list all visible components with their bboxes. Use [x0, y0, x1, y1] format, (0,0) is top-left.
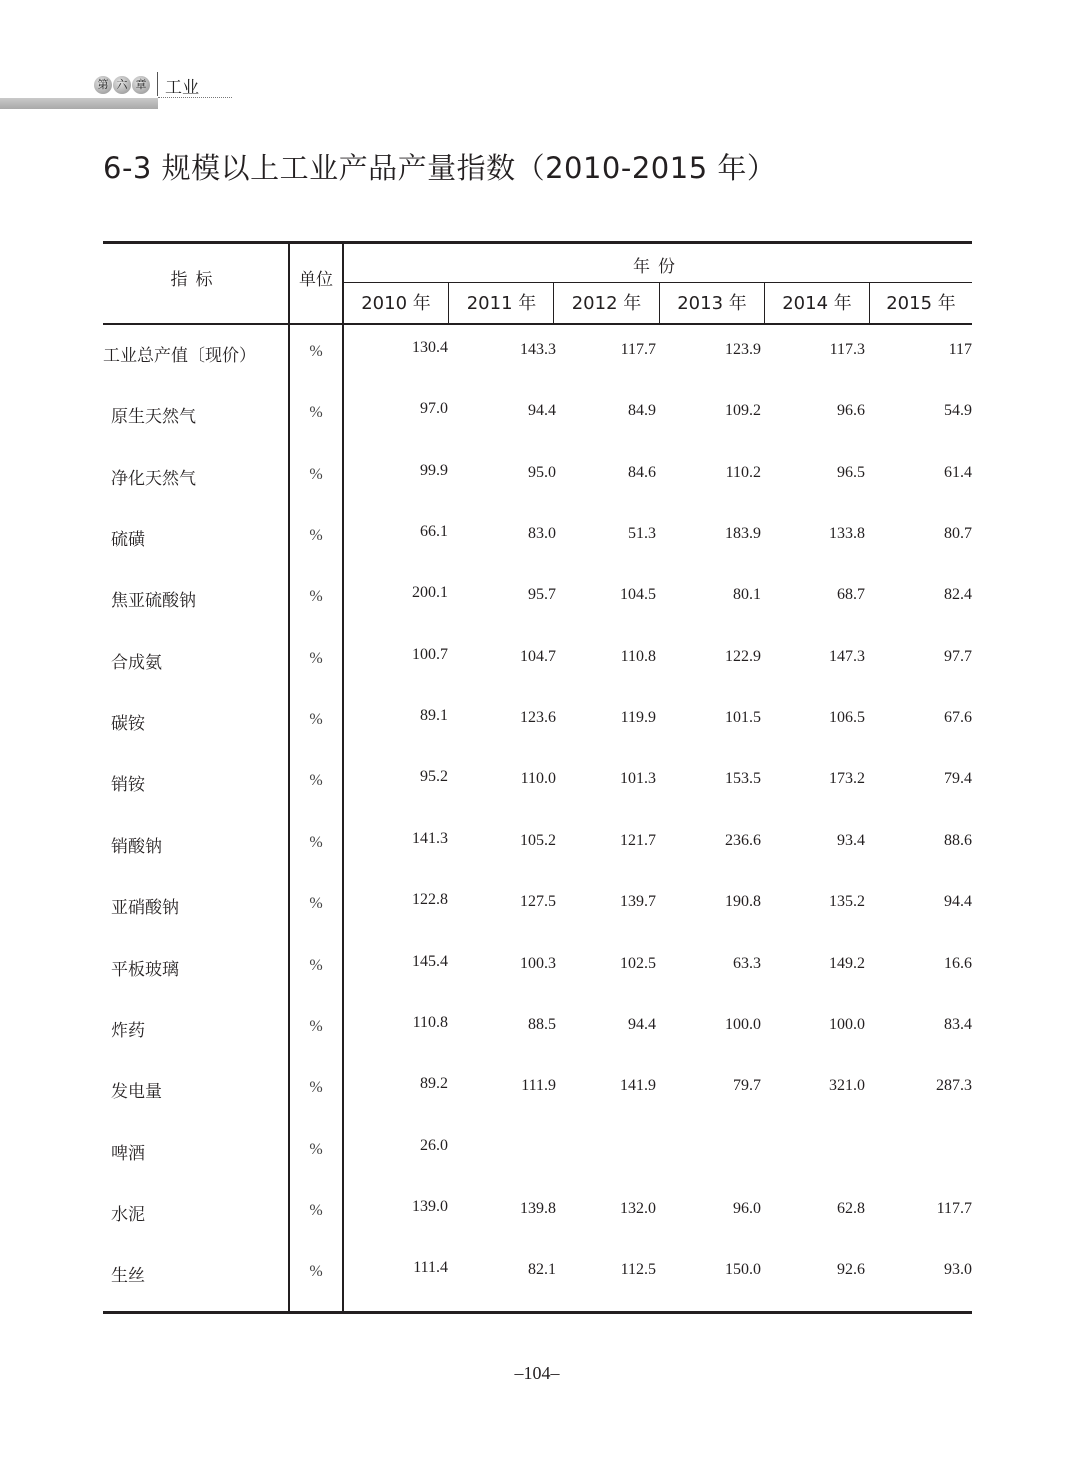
- cell-value: 80.7: [944, 525, 972, 542]
- row-indicator-name: 水泥: [111, 1205, 145, 1225]
- cell-value: 173.2: [829, 770, 865, 787]
- cell-value: 147.3: [829, 648, 865, 665]
- cell-value: 89.2: [420, 1075, 448, 1092]
- header-bottom-rule: [103, 323, 972, 325]
- header-year: 2011 年: [466, 293, 537, 314]
- row-unit: %: [309, 404, 323, 421]
- table-row: [103, 341, 972, 371]
- year-column-divider: [764, 283, 765, 323]
- row-indicator-name: 销铵: [111, 775, 145, 795]
- row-unit: %: [309, 834, 323, 851]
- year-group-rule: [343, 282, 972, 283]
- cell-value: 99.9: [420, 462, 448, 479]
- cell-value: 143.3: [520, 341, 556, 358]
- table-row: [103, 832, 972, 862]
- cell-value: 62.8: [837, 1200, 865, 1217]
- table-row: [103, 709, 972, 739]
- cell-value: 130.4: [412, 339, 448, 356]
- row-indicator-name: 炸药: [111, 1021, 145, 1041]
- page-title: 6-3 规模以上工业产品产量指数（2010-2015 年）: [103, 151, 777, 185]
- year-column-divider: [448, 283, 449, 323]
- cell-value: 122.8: [412, 891, 448, 908]
- table-bottom-rule: [103, 1311, 972, 1314]
- cell-value: 122.9: [725, 648, 761, 665]
- row-indicator-name: 发电量: [111, 1082, 162, 1102]
- cell-value: 88.6: [944, 832, 972, 849]
- row-unit: %: [309, 1263, 323, 1280]
- header-year: 2014 年: [782, 293, 852, 314]
- cell-value: 51.3: [628, 525, 656, 542]
- cell-value: 96.0: [733, 1200, 761, 1217]
- running-header: [0, 70, 240, 110]
- cell-value: 93.0: [944, 1261, 972, 1278]
- cell-value: 110.8: [620, 648, 656, 665]
- row-unit: %: [309, 650, 323, 667]
- row-indicator-name: 啤酒: [111, 1144, 145, 1164]
- header-unit: 单位: [299, 270, 333, 290]
- header-year: 2010 年: [361, 293, 431, 314]
- cell-value: 139.0: [412, 1198, 448, 1215]
- cell-value: 119.9: [620, 709, 656, 726]
- table-row: [103, 1139, 972, 1169]
- cell-value: 104.5: [620, 586, 656, 603]
- row-indicator-name: 合成氨: [111, 653, 162, 673]
- header-dotted-rule: [158, 97, 232, 98]
- row-indicator-name: 净化天然气: [111, 469, 196, 489]
- table-row: [103, 1200, 972, 1230]
- cell-value: 88.5: [528, 1016, 556, 1033]
- year-column-divider: [659, 283, 660, 323]
- cell-value: 135.2: [829, 893, 865, 910]
- cell-value: 236.6: [725, 832, 761, 849]
- cell-value: 145.4: [412, 953, 448, 970]
- table-row: [103, 525, 972, 555]
- table-row: [103, 1016, 972, 1046]
- cell-value: 97.7: [944, 648, 972, 665]
- table-row: [103, 648, 972, 678]
- cell-value: 26.0: [420, 1137, 448, 1154]
- cell-value: 95.2: [420, 768, 448, 785]
- row-indicator-name: 硫磺: [111, 530, 145, 550]
- cell-value: 106.5: [829, 709, 865, 726]
- row-unit: %: [309, 466, 323, 483]
- chapter-badge: [94, 76, 150, 94]
- table-row: [103, 1077, 972, 1107]
- cell-value: 96.6: [837, 402, 865, 419]
- cell-value: 66.1: [420, 523, 448, 540]
- cell-value: 139.8: [520, 1200, 556, 1217]
- row-unit: %: [309, 343, 323, 360]
- cell-value: 100.7: [412, 646, 448, 663]
- cell-value: 63.3: [733, 955, 761, 972]
- table-top-rule: [103, 241, 972, 244]
- year-column-divider: [869, 283, 870, 323]
- row-unit: %: [309, 527, 323, 544]
- cell-value: 82.1: [528, 1261, 556, 1278]
- cell-value: 183.9: [725, 525, 761, 542]
- cell-value: 121.7: [620, 832, 656, 849]
- row-indicator-name: 平板玻璃: [111, 960, 179, 980]
- cell-value: 95.0: [528, 464, 556, 481]
- cell-value: 117.7: [620, 341, 656, 358]
- cell-value: 150.0: [725, 1261, 761, 1278]
- cell-value: 101.5: [725, 709, 761, 726]
- cell-value: 117.3: [829, 341, 865, 358]
- row-indicator-name: 销酸钠: [111, 837, 162, 857]
- header-separator: [157, 72, 158, 96]
- row-unit: %: [309, 1141, 323, 1158]
- row-indicator-name: 原生天然气: [111, 407, 196, 427]
- cell-value: 102.5: [620, 955, 656, 972]
- cell-value: 190.8: [725, 893, 761, 910]
- cell-value: 132.0: [620, 1200, 656, 1217]
- table-row: [103, 402, 972, 432]
- header-year: 2012 年: [571, 293, 642, 314]
- cell-value: 117.7: [936, 1200, 972, 1217]
- cell-value: 100.0: [829, 1016, 865, 1033]
- cell-value: 79.7: [733, 1077, 761, 1094]
- cell-value: 83.0: [528, 525, 556, 542]
- header-year-group: 年份: [633, 257, 683, 277]
- row-unit: %: [309, 1018, 323, 1035]
- row-unit: %: [309, 1079, 323, 1096]
- chapter-char: 第: [94, 76, 112, 94]
- row-unit: %: [309, 588, 323, 605]
- chapter-char: 六: [113, 76, 131, 94]
- table-row: [103, 770, 972, 800]
- cell-value: 89.1: [420, 707, 448, 724]
- cell-value: 105.2: [520, 832, 556, 849]
- row-indicator-name: 生丝: [111, 1266, 145, 1286]
- table-row: [103, 955, 972, 985]
- cell-value: 110.0: [520, 770, 556, 787]
- row-unit: %: [309, 895, 323, 912]
- row-unit: %: [309, 772, 323, 789]
- cell-value: 101.3: [620, 770, 656, 787]
- cell-value: 117: [948, 341, 972, 358]
- cell-value: 123.6: [520, 709, 556, 726]
- cell-value: 141.3: [412, 830, 448, 847]
- table-row: [103, 586, 972, 616]
- section-name: 工业: [165, 78, 199, 98]
- header-indicator: 指标: [170, 270, 221, 290]
- cell-value: 200.1: [412, 584, 448, 601]
- header-decor-bar: [0, 98, 158, 109]
- cell-value: 54.9: [944, 402, 972, 419]
- cell-value: 83.4: [944, 1016, 972, 1033]
- cell-value: 321.0: [829, 1077, 865, 1094]
- cell-value: 94.4: [944, 893, 972, 910]
- cell-value: 79.4: [944, 770, 972, 787]
- cell-value: 111.9: [521, 1077, 556, 1094]
- cell-value: 100.3: [520, 955, 556, 972]
- cell-value: 84.9: [628, 402, 656, 419]
- row-indicator-name: 亚硝酸钠: [111, 898, 179, 918]
- row-unit: %: [309, 711, 323, 728]
- page-number: –104–: [514, 1363, 560, 1383]
- row-unit: %: [309, 1202, 323, 1219]
- cell-value: 94.4: [528, 402, 556, 419]
- cell-value: 139.7: [620, 893, 656, 910]
- cell-value: 93.4: [837, 832, 865, 849]
- year-column-divider: [553, 283, 554, 323]
- cell-value: 82.4: [944, 586, 972, 603]
- table-row: [103, 464, 972, 494]
- cell-value: 84.6: [628, 464, 656, 481]
- cell-value: 133.8: [829, 525, 865, 542]
- cell-value: 141.9: [620, 1077, 656, 1094]
- row-indicator-name: 工业总产值〔现价）: [103, 346, 256, 366]
- cell-value: 94.4: [628, 1016, 656, 1033]
- row-indicator-name: 焦亚硫酸钠: [111, 591, 196, 611]
- cell-value: 68.7: [837, 586, 865, 603]
- cell-value: 127.5: [520, 893, 556, 910]
- row-unit: %: [309, 957, 323, 974]
- cell-value: 100.0: [725, 1016, 761, 1033]
- cell-value: 123.9: [725, 341, 761, 358]
- cell-value: 67.6: [944, 709, 972, 726]
- cell-value: 61.4: [944, 464, 972, 481]
- cell-value: 16.6: [944, 955, 972, 972]
- cell-value: 287.3: [936, 1077, 972, 1094]
- header-year: 2015 年: [886, 293, 956, 314]
- cell-value: 110.2: [725, 464, 761, 481]
- table-row: [103, 893, 972, 923]
- table-row: [103, 1261, 972, 1291]
- chapter-char: 章: [132, 76, 150, 94]
- cell-value: 149.2: [829, 955, 865, 972]
- cell-value: 153.5: [725, 770, 761, 787]
- cell-value: 96.5: [837, 464, 865, 481]
- cell-value: 109.2: [725, 402, 761, 419]
- cell-value: 104.7: [520, 648, 556, 665]
- cell-value: 95.7: [528, 586, 556, 603]
- cell-value: 110.8: [412, 1014, 448, 1031]
- header-year: 2013 年: [677, 293, 747, 314]
- cell-value: 112.5: [620, 1261, 656, 1278]
- row-indicator-name: 碳铵: [111, 714, 145, 734]
- cell-value: 80.1: [733, 586, 761, 603]
- cell-value: 92.6: [837, 1261, 865, 1278]
- cell-value: 111.4: [413, 1259, 448, 1276]
- cell-value: 97.0: [420, 400, 448, 417]
